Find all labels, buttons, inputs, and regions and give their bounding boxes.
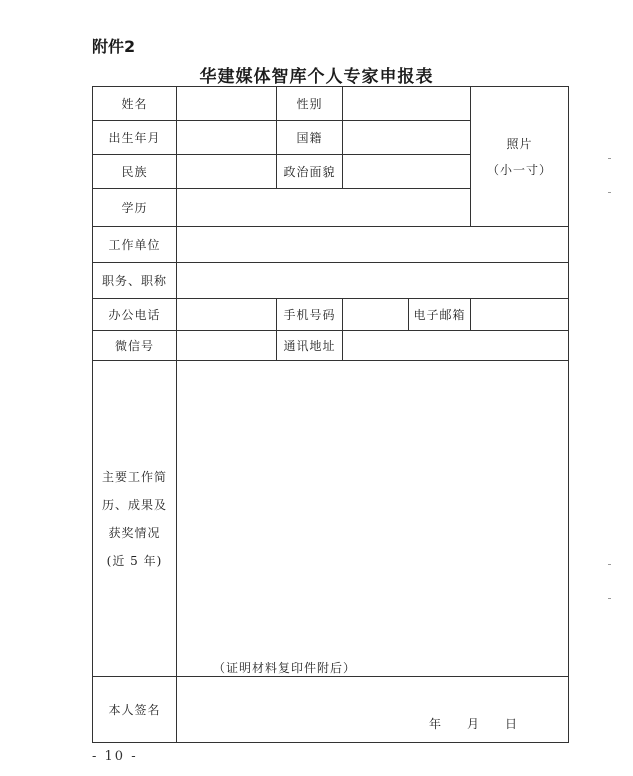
application-form-table — [92, 86, 569, 743]
education-input[interactable] — [177, 189, 471, 227]
office-phone-label: 办公电话 — [93, 299, 177, 331]
attachment-label: 附件2 — [92, 37, 136, 56]
work-unit-input[interactable] — [177, 227, 568, 263]
resume-label-line-2: 历、成果及 — [101, 497, 167, 512]
email-label: 电子邮箱 — [409, 299, 471, 331]
day-label: 日 — [505, 717, 518, 731]
address-label: 通讯地址 — [277, 331, 343, 361]
scan-speck — [608, 158, 611, 159]
signature-label: 本人签名 — [93, 677, 177, 742]
mobile-input[interactable] — [343, 299, 409, 331]
photo-size-label: （小一寸） — [486, 162, 552, 177]
nationality-input[interactable] — [343, 121, 471, 155]
name-input[interactable] — [177, 87, 277, 121]
education-label: 学历 — [93, 189, 177, 227]
name-label: 姓名 — [93, 87, 177, 121]
resume-input[interactable] — [177, 361, 568, 677]
photo-box[interactable] — [471, 87, 568, 227]
address-input[interactable] — [343, 331, 568, 361]
position-input[interactable] — [177, 263, 568, 299]
work-unit-label: 工作单位 — [93, 227, 177, 263]
month-label: 月 — [467, 717, 480, 731]
form-title: 华建媒体智库个人专家申报表 — [199, 67, 434, 87]
ethnicity-label: 民族 — [93, 155, 177, 189]
nationality-label: 国籍 — [277, 121, 343, 155]
office-phone-input[interactable] — [177, 299, 277, 331]
resume-label-line-3: 获奖情况 — [108, 525, 161, 540]
proof-note: （证明材料复印件附后） — [213, 661, 357, 675]
mobile-label: 手机号码 — [277, 299, 343, 331]
political-label: 政治面貌 — [277, 155, 343, 189]
gender-label: 性别 — [277, 87, 343, 121]
year-label: 年 — [429, 717, 442, 731]
birth-label: 出生年月 — [93, 121, 177, 155]
wechat-label: 微信号 — [93, 331, 177, 361]
scan-speck — [608, 192, 611, 193]
position-label: 职务、职称 — [93, 263, 177, 299]
resume-label-line-4: (近 5 年) — [106, 553, 163, 568]
gender-input[interactable] — [343, 87, 471, 121]
scan-speck — [608, 564, 611, 565]
signature-input[interactable] — [177, 677, 568, 742]
political-input[interactable] — [343, 155, 471, 189]
email-input[interactable] — [471, 299, 568, 331]
resume-label — [93, 361, 177, 677]
scan-speck — [608, 598, 611, 599]
page-number: - 10 - — [92, 749, 138, 764]
photo-label: 照片 — [506, 136, 533, 151]
wechat-input[interactable] — [177, 331, 277, 361]
birth-input[interactable] — [177, 121, 277, 155]
ethnicity-input[interactable] — [177, 155, 277, 189]
resume-label-line-1: 主要工作简 — [101, 469, 167, 484]
